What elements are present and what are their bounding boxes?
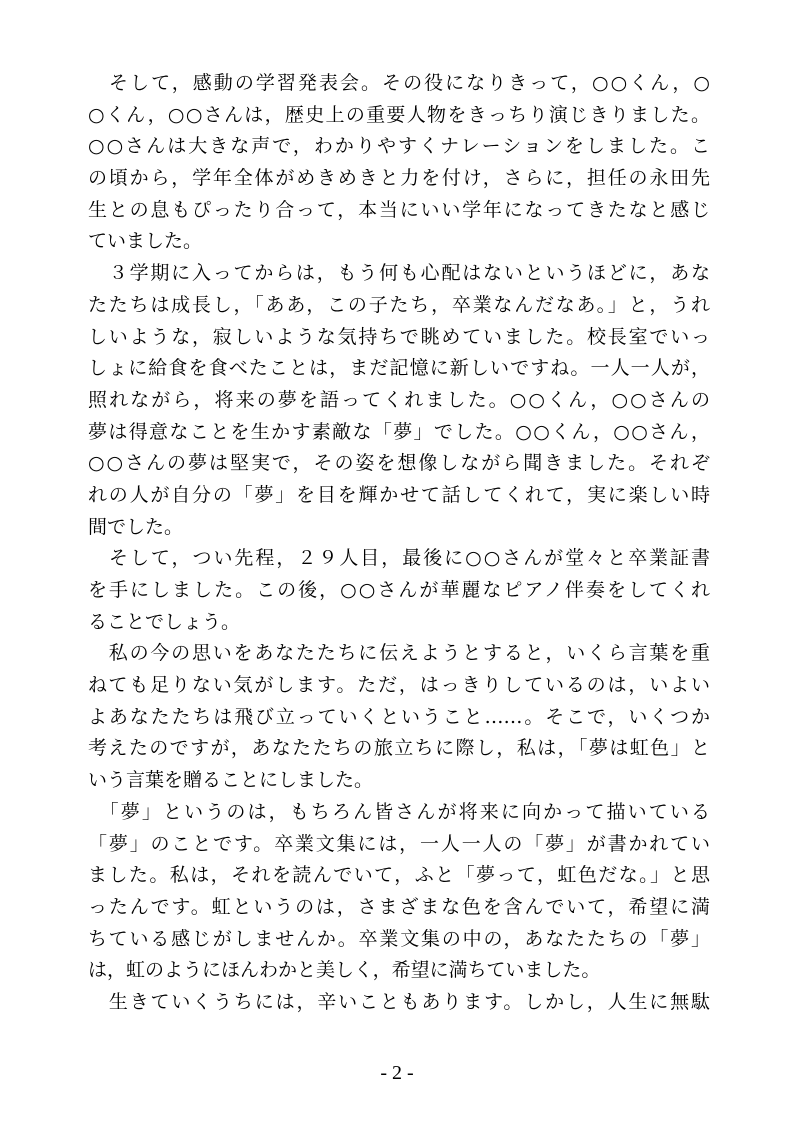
text-line: 照れながら，将来の夢を語ってくれました。○○くん，○○さんの <box>88 388 710 411</box>
text-line: ちている感じがしませんか。卒業文集の中の，あなたたちの「夢」 <box>88 927 710 950</box>
text-line: 「夢」というのは，もちろん皆さんが将来に向かって描いている <box>88 800 710 823</box>
body-text <box>88 68 710 1019</box>
text-line: れの人が自分の「夢」を目を輝かせて話してくれて，実に楽しい時 <box>88 483 710 506</box>
text-line: ました。私は，それを読んでいて，ふと「夢って，虹色だな。」と思 <box>88 864 710 887</box>
text-line: ていました。 <box>88 230 203 253</box>
text-line: 生きていくうちには，辛いこともあります。しかし，人生に無駄 <box>88 990 710 1013</box>
text-line: は，虹のようにほんわかと美しく，希望に満ちていました。 <box>88 959 601 982</box>
text-line: 私の今の思いをあなたたちに伝えようとすると，いくら言葉を重 <box>88 642 710 665</box>
text-line: しいような，寂しいような気持ちで眺めていました。校長室でいっ <box>88 325 710 348</box>
text-line: そして，感動の学習発表会。その役になりきって，○○くん，○ <box>88 72 710 94</box>
page-number: - 2 - <box>380 1062 414 1084</box>
text-line: 考えたのですが，あなたたちの旅立ちに際し，私は，「夢は虹色」と <box>88 737 710 760</box>
text-line: を手にしました。この後，○○さんが華麗なピアノ伴奏をしてくれ <box>88 579 710 601</box>
text-line: ったんです。虹というのは，さまざまな色を含んでいて，希望に満 <box>88 895 710 918</box>
text-line: 生との息もぴったり合って，本当にいい学年になってきたなと感じ <box>88 198 710 221</box>
text-line: 夢は得意なことを生かす素敵な「夢」でした。○○くん，○○さん， <box>88 420 710 443</box>
text-line: ○くん，○○さんは，歴史上の重要人物をきっちり演じきりました。 <box>88 103 710 126</box>
text-line: ３学期に入ってからは，もう何も心配はないというほどに，あな <box>88 262 710 285</box>
text-line: ○○さんは大きな声で，わかりやすくナレーションをしました。こ <box>88 135 710 158</box>
text-line: たたちは成長し，「ああ，この子たち，卒業なんだなあ。」と，うれ <box>88 293 710 316</box>
text-line: 「夢」のことです。卒業文集には，一人一人の「夢」が書かれてい <box>88 832 710 855</box>
text-line: ○○さんの夢は堅実で，その姿を想像しながら聞きました。それぞ <box>88 452 710 475</box>
text-line: しょに給食を食べたことは，まだ記憶に新しいですね。一人一人が， <box>88 357 710 380</box>
text-line: よあなたたちは飛び立っていくということ……。そこで，いくつか <box>88 705 710 728</box>
text-line: そして，つい先程，２９人目，最後に○○さんが堂々と卒業証書 <box>88 547 710 570</box>
text-line: ることでしょう。 <box>88 610 241 633</box>
text-line: いう言葉を贈ることにしました。 <box>88 769 374 792</box>
text-line: 間でした。 <box>88 515 184 538</box>
text-line: ねても足りない気がします。ただ，はっきりしているのは，いよい <box>88 674 710 697</box>
text-line: の頃から，学年全体がめきめきと力を付け，さらに，担任の永田先 <box>88 167 710 190</box>
